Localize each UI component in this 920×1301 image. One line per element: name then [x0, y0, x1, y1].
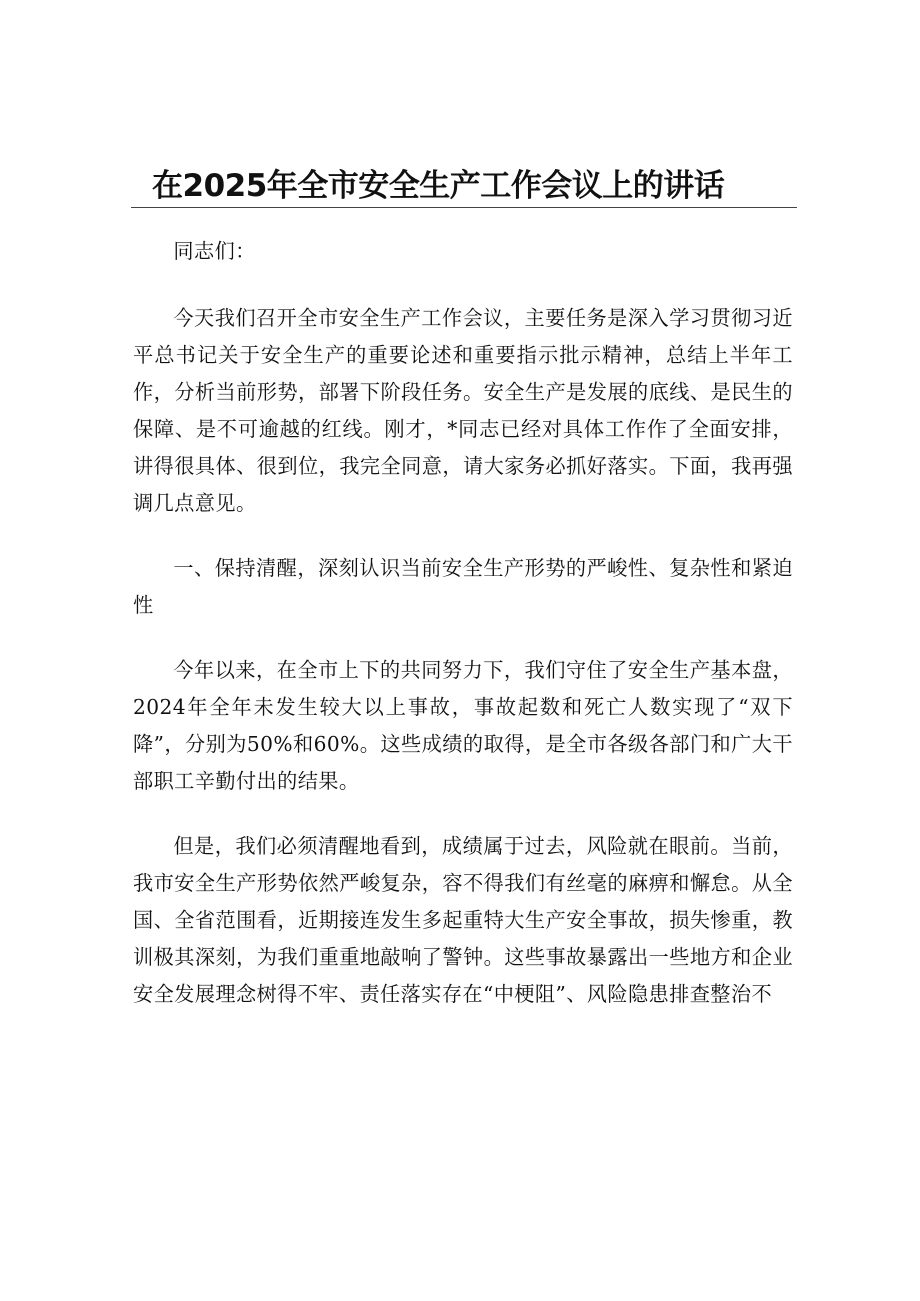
paragraph-intro: 今天我们召开全市安全生产工作会议，主要任务是深入学习贯彻习近平总书记关于安全生产的重要论述和重要指示批示精神，总结上半年工作，分析当前形势，部署下阶段任务。安全生产是发展的底线、是民生的保障、是不可逾越的红线。刚才，*同志已经对具体工作作了全面安排，讲得很具体、很到位，我完全同意，请大家务必抓好落实。下面，我再强调几点意见。	[133, 306, 793, 515]
document-title: 在2025年全市安全生产工作会议上的讲话	[152, 168, 725, 204]
paragraph-risks: 但是，我们必须清醒地看到，成绩属于过去，风险就在眼前。当前，我市安全生产形势依然严峻复杂，容不得我们有丝毫的麻痹和懈怠。从全国、全省范围看，近期接连发生多起重特大生产安全事故，损失惨重，教训极其深刻，为我们重重地敲响了警钟。这些事故暴露出一些地方和企业安全发展理念树得不牢、责任落实存在“中梗阻”、风险隐患排查整治不	[133, 834, 793, 1006]
salutation: 同志们：	[173, 239, 256, 263]
paragraph-achievements: 今年以来，在全市上下的共同努力下，我们守住了安全生产基本盘，2024年全年未发生较大以上事故，事故起数和死亡人数实现了“双下降”，分别为50%和60%。这些成绩的取得，是全市各级各部门和广大干部职工辛勤付出的结果。	[133, 658, 793, 793]
document-body	[133, 233, 793, 1041]
section-heading-1: 一、保持清醒，深刻认识当前安全生产形势的严峻性、复杂性和紧迫性	[133, 556, 793, 617]
title-underline	[131, 207, 797, 208]
